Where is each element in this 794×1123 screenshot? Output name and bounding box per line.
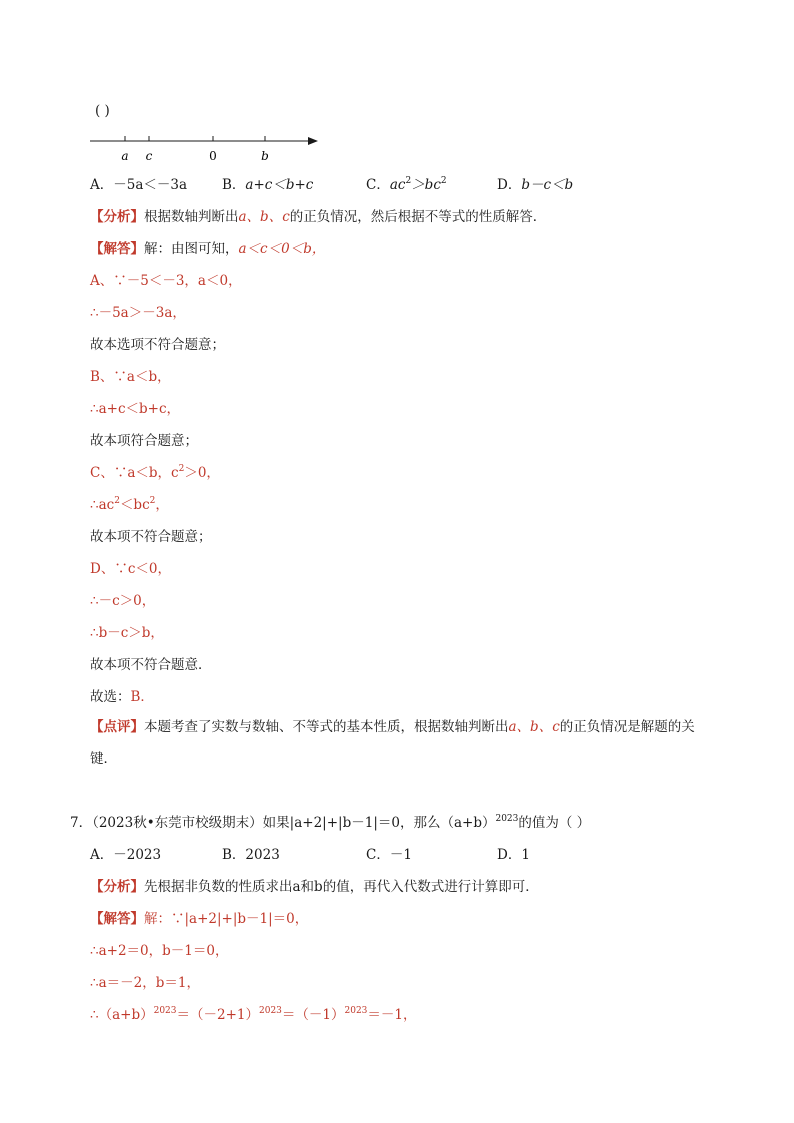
q7-answer-3: ∴a＝－2，b＝1， [90, 975, 200, 991]
q6-line-a2: ∴－5a＞－3a， [90, 305, 186, 321]
q6-line-c3: 故本项不符合题意； [90, 529, 212, 545]
q6-line-b2: ∴a+c＜b+c， [90, 401, 181, 417]
q6-line-c1: C、∵a＜b，$c^2>0$， [90, 464, 220, 481]
q6-line-b3: 故本项符合题意； [90, 433, 198, 449]
q6-answer-intro: 【解答】解：由图可知，a＜c＜0＜b， [90, 241, 326, 257]
q6-line-a1: A、∵－5＜－3，a＜0， [90, 273, 242, 289]
label-c: c [145, 149, 153, 163]
q7-stem: 7．（2023秋•东莞市校级期末）如果|a+2|+|b－1|＝0，那么$(a+b)^{2023}$的值为（ ） [70, 814, 591, 831]
q6-option-a: A．－5a＜－3a [90, 177, 188, 193]
q7-option-d: D．1 [497, 847, 530, 863]
label-0: 0 [209, 149, 217, 163]
q6-line-a3: 故本选项不符合题意； [90, 337, 225, 353]
q6-option-d: D．b－c＜b [497, 177, 574, 193]
q7-answer-2: ∴a+2＝0，b－1＝0， [90, 943, 229, 959]
q6-line-d2: ∴－c＞0， [90, 593, 156, 609]
number-line-arrow [308, 137, 318, 145]
label-b: b [261, 149, 269, 163]
q6-choice: 故选：B． [90, 689, 154, 705]
q7-answer-1: 【解答】解：∵|a+2|+|b－1|＝0， [90, 911, 309, 927]
q6-option-b: B．a+c＜b+c [222, 177, 314, 193]
q6-line-d3: ∴b－c＞b， [90, 625, 164, 641]
q7-option-c: C．－1 [366, 847, 412, 863]
q6-answer-paren: ( ) [95, 103, 110, 119]
q6-analysis: 【分析】根据数轴判断出a、b、c的正负情况，然后根据不等式的性质解答． [90, 209, 547, 225]
q6-line-d1: D、∵c＜0， [90, 561, 171, 577]
q7-option-a: A．－2023 [90, 847, 162, 863]
q7-answer-4: $\therefore(a+b)^{2023}=(-2+1)^{2023}=(-1)^{2023}=-1$， [90, 1006, 417, 1023]
q7-option-b: B．2023 [222, 847, 280, 863]
q6-comment-cont: 键． [90, 751, 117, 767]
q6-line-d4: 故本项不符合题意． [90, 657, 212, 673]
q7-analysis: 【分析】先根据非负数的性质求出a和b的值，再代入代数式进行计算即可． [90, 879, 539, 895]
label-a: a [121, 149, 129, 163]
q6-line-c2: $\therefore ac^2<bc^2$， [90, 496, 169, 513]
q6-line-b1: B、∵a＜b， [90, 369, 171, 385]
q6-option-c: C．$ac^2>bc^2$ [366, 176, 447, 193]
number-line-figure [88, 128, 328, 168]
q6-comment: 【点评】本题考查了实数与数轴、不等式的基本性质，根据数轴判断出a、b、c的正负情况是解题的关 [90, 719, 695, 735]
